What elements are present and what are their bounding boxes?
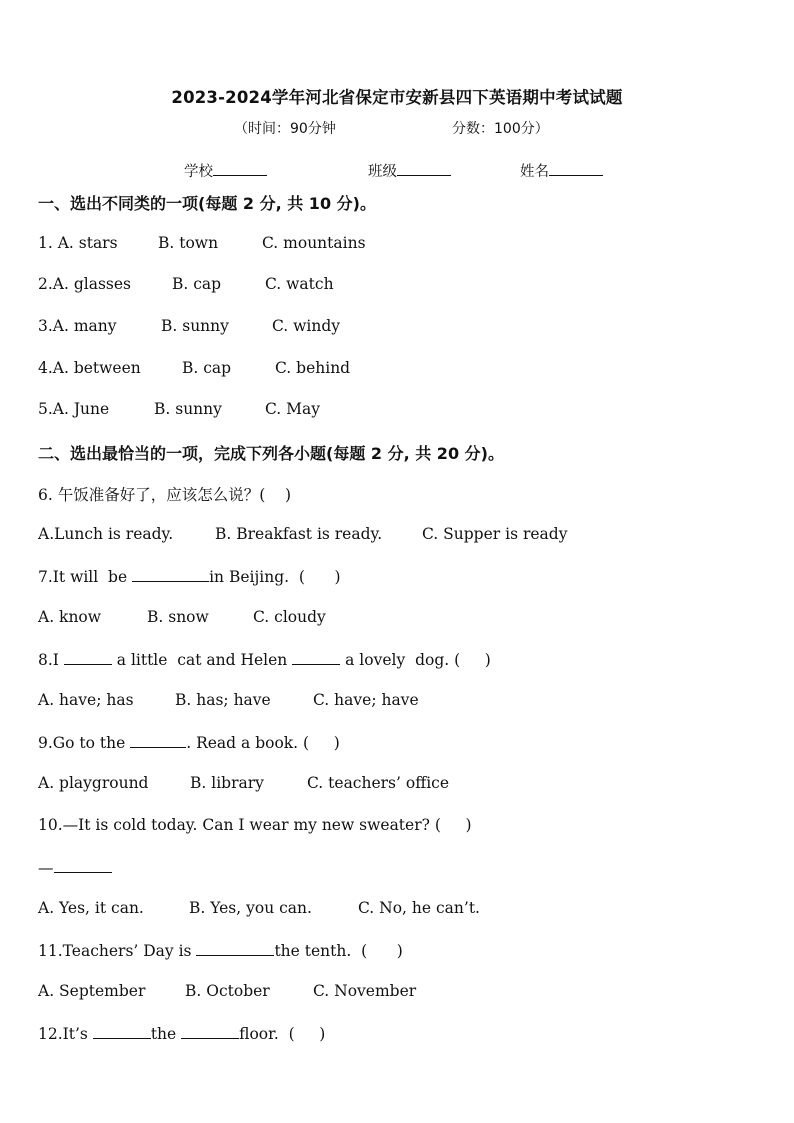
q6-option-a: A.Lunch is ready. (38, 525, 174, 543)
q4-option-a: 4.A. between (38, 359, 141, 377)
q8-blank-1[interactable] (64, 650, 112, 665)
q11-option-a: A. September (38, 982, 146, 1000)
class-label: 班级 (368, 164, 397, 180)
q4-option-b: B. cap (182, 359, 232, 377)
q7-option-c: C. cloudy (253, 608, 326, 626)
q11-stem-start: 11.Teachers’ Day is (38, 942, 197, 960)
q12-stem (38, 1024, 325, 1043)
q8-option-a: A. have; has (38, 691, 134, 709)
q2-option-a: 2.A. glasses (38, 275, 131, 293)
q4-option-c: C. behind (275, 359, 351, 377)
q10-stem: 10.—It is cold today. Can I wear my new sweater? ( ) (38, 816, 472, 834)
q5-option-a: 5.A. June (38, 400, 110, 418)
q2-option-c: C. watch (265, 275, 334, 293)
q10-answer (38, 858, 112, 877)
q6-option-b: B. Breakfast is ready. (215, 525, 383, 543)
q7-stem-start: 7.It will be (38, 568, 133, 586)
class-field (368, 160, 451, 181)
school-field (184, 160, 267, 181)
name-label: 姓名 (520, 164, 549, 180)
q1-option-a: 1. A. stars (38, 234, 118, 252)
school-label: 学校 (184, 164, 213, 180)
q10-option-a: A. Yes, it can. (38, 899, 144, 917)
q12-stem-end: floor. ( ) (239, 1025, 326, 1043)
q7-stem-end: in Beijing. ( ) (209, 568, 341, 586)
q8-option-b: B. has; have (175, 691, 271, 709)
q8-stem-end: a lovely dog. ( ) (340, 651, 491, 669)
q10-answer-dash: — (38, 859, 54, 877)
q1-option-b: B. town (158, 234, 219, 252)
q9-stem (38, 733, 340, 752)
q12-stem-middle: the (150, 1025, 182, 1043)
q8-option-c: C. have; have (313, 691, 419, 709)
q3-option-b: B. sunny (161, 317, 229, 335)
q5-option-c: C. May (265, 400, 321, 418)
q7-option-b: B. snow (147, 608, 209, 626)
q9-stem-end: . Read a book. ( ) (186, 734, 340, 752)
q9-option-c: C. teachers’ office (307, 774, 450, 792)
q3-option-c: C. windy (272, 317, 341, 335)
q6-stem: 6. 午饭准备好了，应该怎么说？( ) (38, 486, 292, 504)
q10-option-b: B. Yes, you can. (189, 899, 312, 917)
name-blank[interactable] (549, 161, 603, 176)
q7-blank[interactable] (132, 567, 209, 582)
q11-option-c: C. November (313, 982, 417, 1000)
q7-option-a: A. know (38, 608, 102, 626)
q2-option-b: B. cap (172, 275, 222, 293)
q9-option-b: B. library (190, 774, 264, 792)
q10-option-c: C. No, he can’t. (358, 899, 480, 917)
q5-option-b: B. sunny (154, 400, 222, 418)
q9-blank[interactable] (130, 733, 186, 748)
q11-blank[interactable] (196, 941, 274, 956)
q9-stem-start: 9.Go to the (38, 734, 131, 752)
q12-blank-1[interactable] (93, 1024, 151, 1039)
q11-stem-end: the tenth. ( ) (274, 942, 403, 960)
q8-stem (38, 650, 491, 669)
exam-time: （时间：90分钟 (234, 121, 336, 137)
section-2-heading: 二、选出最恰当的一项，完成下列各小题(每题 2 分, 共 20 分)。 (38, 444, 504, 463)
q8-stem-middle: a little cat and Helen (111, 651, 293, 669)
q10-blank[interactable] (54, 858, 112, 873)
exam-score: 分数：100分） (452, 121, 549, 137)
q1-option-c: C. mountains (262, 234, 366, 252)
q8-stem-start: 8.I (38, 651, 64, 669)
q11-option-b: B. October (185, 982, 270, 1000)
q12-stem-start: 12.It’s (38, 1025, 93, 1043)
q3-option-a: 3.A. many (38, 317, 117, 335)
q9-option-a: A. playground (38, 774, 149, 792)
name-field (520, 160, 603, 181)
exam-title: 2023-2024学年河北省保定市安新县四下英语期中考试试题 (171, 88, 623, 107)
q6-option-c: C. Supper is ready (422, 525, 568, 543)
school-blank[interactable] (213, 161, 267, 176)
section-1-heading: 一、选出不同类的一项(每题 2 分, 共 10 分)。 (38, 194, 376, 213)
class-blank[interactable] (397, 161, 451, 176)
q7-stem (38, 567, 341, 586)
q8-blank-2[interactable] (292, 650, 340, 665)
q11-stem (38, 941, 403, 960)
q12-blank-2[interactable] (181, 1024, 239, 1039)
